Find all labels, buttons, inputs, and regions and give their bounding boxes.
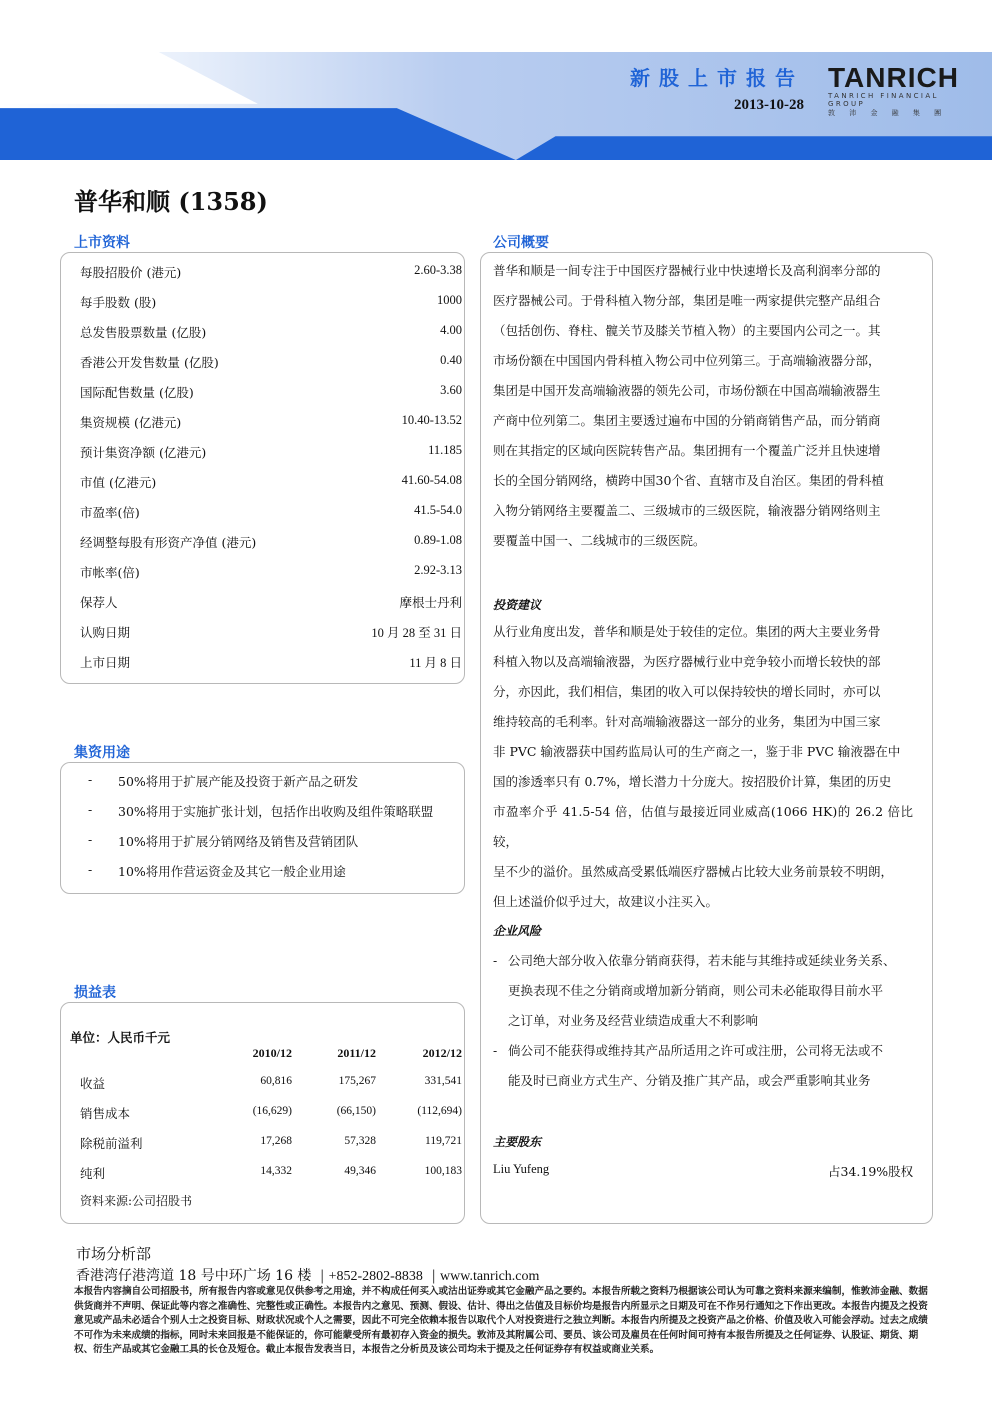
listing-row [80, 653, 462, 677]
text-line: 医疗器械公司。于骨科植入物分部，集团是唯一两家提供完整产品组合 [493, 293, 881, 308]
footer-contact [76, 1265, 539, 1285]
bullet-dash: - [88, 772, 93, 787]
text-line: 呈不少的溢价。虽然威高受累低端医疗器械占比较大业务前景较不明朗， [493, 864, 894, 879]
listing-label: 总发售股票数量 (亿股) [80, 325, 207, 340]
section-overview-heading: 公司概要 [493, 235, 549, 251]
risk-item [493, 1036, 913, 1096]
bullet-dash: - [88, 802, 93, 817]
listing-value: 0.40 [440, 353, 462, 367]
listing-value: 0.89-1.08 [414, 533, 462, 547]
listing-label: 每手股数 (股) [80, 295, 157, 310]
logo-mark: TANRICH [828, 62, 959, 93]
disclaimer: 本报告内容摘自公司招股书，所有报告内容或意见仅供参考之用途，并不构成任何买入或沽出证券或其它金融产品之要约。本报告所载之资料乃根据该公司认为可靠之资料来源来编制，惟敦沛金融、数据供货商并不声明、保证此等内容之准确性、完整性或正确性。本报告内之意见、预测、假设、估计、得出之估值及目标价均是报告内所显示之日期及可在不作另行通知之下作出更改。本报告内提及之投资意见或产品未必适合个别人士之投资目标、财政状况或个人之需要，因此不可完全依赖本报告以取代个人对投资进行之独立判断。本报告内所提及之投资产品之价格、价值及收入可能会浮动。过去之成绩不可作为未来成绩的指标，同时未来回报是不能保证的，你可能蒙受所有最初存入资金的损失。敦沛及其附属公司、要员、该公司及雇员在任何时间可持有本报告所提及之任何证券、认股证、期货、期权、衍生产品或其它金融工具的长仓及短仓。截止本报告发表当日，本报告之分析员及该公司均未于提及之任何证券存有权益或商业关系。 [74, 1286, 928, 1355]
use-of-funds-text: 10%将用于扩展分销网络及销售及营销团队 [118, 834, 359, 849]
listing-value: 摩根士丹利 [399, 596, 462, 610]
listing-label: 每股招股价 (港元) [80, 265, 182, 280]
listing-row [80, 503, 462, 527]
listing-row [80, 623, 462, 647]
income-year-2010: 2010/12 [252, 1046, 292, 1060]
income-row-label: 除税前溢利 [80, 1136, 143, 1151]
text-line: 国的渗透率只有 0.7%，增长潜力十分庞大。按招股价计算，集团的历史 [493, 774, 892, 789]
listing-row [80, 293, 462, 317]
footer-department: 市场分析部 [76, 1245, 152, 1263]
risk-line: 能及时已商业方式生产、分销及推广其产品，或会严重影响其业务 [508, 1073, 871, 1088]
listing-value: 41.5-54.0 [414, 503, 462, 517]
use-of-funds-text: 50%将用于扩展产能及投资于新产品之研发 [118, 774, 359, 789]
use-of-funds-text: 30%将用于实施扩张计划，包括作出收购及组件策略联盟 [118, 804, 434, 819]
listing-label: 市值 (亿港元) [80, 475, 157, 490]
tanrich-logo [828, 62, 968, 118]
bullet-dash: - [88, 832, 93, 847]
text-line: 科植入物以及高端输液器，为医疗器械行业中竞争较小而增长较快的部 [493, 654, 881, 669]
listing-row [80, 563, 462, 587]
logo-subtitle: TANRICH FINANCIAL GROUP [828, 92, 939, 108]
risks-heading: 企业风险 [493, 924, 542, 938]
listing-value: 10 月 28 至 31 日 [371, 626, 462, 640]
listing-value: 11.185 [428, 443, 462, 457]
income-cell: 14,332 [260, 1165, 292, 1177]
listing-row [80, 263, 462, 287]
income-cell: 57,328 [344, 1135, 376, 1147]
income-cell: 119,721 [425, 1135, 462, 1147]
listing-row [80, 473, 462, 497]
text-line: 产商中位列第二。集团主要透过遍布中国的分销商销售产品，而分销商 [493, 413, 881, 428]
investment-text [493, 617, 913, 917]
overview-text [493, 256, 913, 556]
text-line: 集团是中国开发高端输液器的领先公司，市场份额在中国高端输液器生 [493, 383, 881, 398]
report-date: 2013-10-28 [734, 97, 804, 113]
risk-line: 公司绝大部分收入依靠分销商获得，若未能与其维持或延续业务关系、 [508, 953, 896, 968]
listing-label: 市盈率(倍) [80, 505, 140, 520]
listing-label: 市帐率(倍) [80, 565, 140, 580]
use-of-funds-text: 10%将用作营运资金及其它一般企业用途 [118, 864, 346, 879]
listing-row [80, 593, 462, 617]
report-type: 新股上市报告 [630, 66, 804, 90]
income-cell: 49,346 [344, 1165, 376, 1177]
listing-value: 2.60-3.38 [414, 263, 462, 277]
listing-row [80, 533, 462, 557]
shareholders-heading: 主要股东 [493, 1135, 542, 1149]
listing-label: 上市日期 [80, 655, 131, 670]
text-line: （包括创伤、脊柱、髋关节及膝关节植入物）的主要国内公司之一。其 [493, 323, 881, 338]
text-line: 则在其指定的区域向医院转售产品。集团拥有一个覆盖广泛并且快速增 [493, 443, 881, 458]
investment-heading: 投资建议 [493, 598, 542, 612]
risk-item [493, 946, 913, 1036]
bullet-dash: - [88, 862, 93, 877]
page-title: 普华和顺 (1358) [74, 187, 268, 216]
bullet-dash: - [493, 1043, 498, 1058]
listing-row [80, 413, 462, 437]
footer-sep: | [319, 1268, 325, 1284]
income-cell: 175,267 [338, 1075, 376, 1087]
listing-row [80, 383, 462, 407]
listing-label: 保荐人 [80, 595, 118, 610]
income-cell: 100,183 [424, 1165, 462, 1177]
section-use-of-funds-heading: 集资用途 [74, 745, 130, 761]
footer-address: 香港湾仔港湾道 18 号中环广场 16 楼 [76, 1268, 312, 1284]
footer-website-link[interactable]: www.tanrich.com [440, 1269, 540, 1284]
text-line: 普华和顺是一间专注于中国医疗器械行业中快速增长及高利润率分部的 [493, 263, 881, 278]
shareholder-name: Liu Yufeng [493, 1162, 550, 1176]
income-year-2011: 2011/12 [337, 1046, 376, 1060]
text-line: 市场份额在中国国内骨科植入物公司中位列第三。于高端输液器分部， [493, 353, 881, 368]
text-line: 从行业角度出发，普华和顺是处于较佳的定位。集团的两大主要业务骨 [493, 624, 881, 639]
text-line: 非 PVC 输液器获中国药监局认可的生产商之一，鉴于非 PVC 输液器在中 [493, 744, 901, 759]
income-cell: (16,629) [252, 1105, 292, 1117]
footer-phone: +852-2802-8838 [328, 1269, 423, 1284]
income-row-label: 纯利 [80, 1166, 106, 1181]
income-source: 资料来源:公司招股书 [80, 1194, 193, 1208]
risk-line: 倘公司不能获得或维持其产品所适用之许可或注册，公司将无法或不 [508, 1043, 884, 1058]
income-row-label: 销售成本 [80, 1106, 131, 1121]
risk-line: 之订单，对业务及经营业绩造成重大不利影响 [508, 1013, 759, 1028]
income-unit: 单位：人民币千元 [70, 1030, 171, 1045]
listing-value: 4.00 [440, 323, 462, 337]
listing-value: 2.92-3.13 [414, 563, 462, 577]
income-cell: 17,268 [260, 1135, 292, 1147]
logo-subtitle-cn: 敦 沛 金 融 集 團 [828, 109, 948, 117]
income-year-2012: 2012/12 [422, 1046, 462, 1060]
text-line: 长的全国分销网络，横跨中国30个省、直辖市及自治区。集团的骨科植 [493, 473, 884, 488]
text-line: 要覆盖中国一、二线城市的三级医院。 [493, 533, 706, 548]
listing-row [80, 353, 462, 377]
text-line: 维持较高的毛利率。针对高端输液器这一部分的业务，集团为中国三家 [493, 714, 881, 729]
listing-label: 预计集资净额 (亿港元) [80, 445, 207, 460]
section-income-heading: 损益表 [74, 985, 116, 1001]
listing-value: 41.60-54.08 [401, 473, 462, 487]
listing-label: 香港公开发售数量 (亿股) [80, 355, 219, 370]
listing-value: 3.60 [440, 383, 462, 397]
income-cell: (66,150) [336, 1105, 376, 1117]
text-line: 市盈率介乎 41.5-54 倍，估值与最接近同业威高(1066 HK)的 26.2 倍比较， [493, 804, 913, 849]
listing-label: 集资规模 (亿港元) [80, 415, 182, 430]
income-row-label: 收益 [80, 1076, 106, 1091]
section-listing-heading: 上市资料 [74, 235, 130, 251]
listing-row [80, 443, 462, 467]
risk-line: 更换表现不佳之分销商或增加新分销商，则公司未必能取得目前水平 [508, 983, 884, 998]
text-line: 入物分销网络主要覆盖二、三级城市的三级医院，输液器分销网络则主 [493, 503, 881, 518]
listing-value: 10.40-13.52 [401, 413, 462, 427]
text-line: 但上述溢价似乎过大，故建议小注买入。 [493, 894, 719, 909]
listing-label: 经调整每股有形资产净值 (港元) [80, 535, 257, 550]
income-cell: (112,694) [417, 1105, 462, 1117]
bullet-dash: - [493, 953, 498, 968]
listing-value: 11 月 8 日 [409, 656, 462, 670]
shareholder-pct: 占34.19%股权 [828, 1164, 914, 1179]
listing-label: 国际配售数量 (亿股) [80, 385, 194, 400]
listing-row [80, 323, 462, 347]
listing-value: 1000 [437, 293, 462, 307]
listing-label: 认购日期 [80, 625, 131, 640]
text-line: 分，亦因此，我们相信，集团的收入可以保持较快的增长同时，亦可以 [493, 684, 881, 699]
footer-sep: | [431, 1268, 437, 1284]
income-cell: 331,541 [424, 1075, 462, 1087]
income-cell: 60,816 [260, 1075, 292, 1087]
